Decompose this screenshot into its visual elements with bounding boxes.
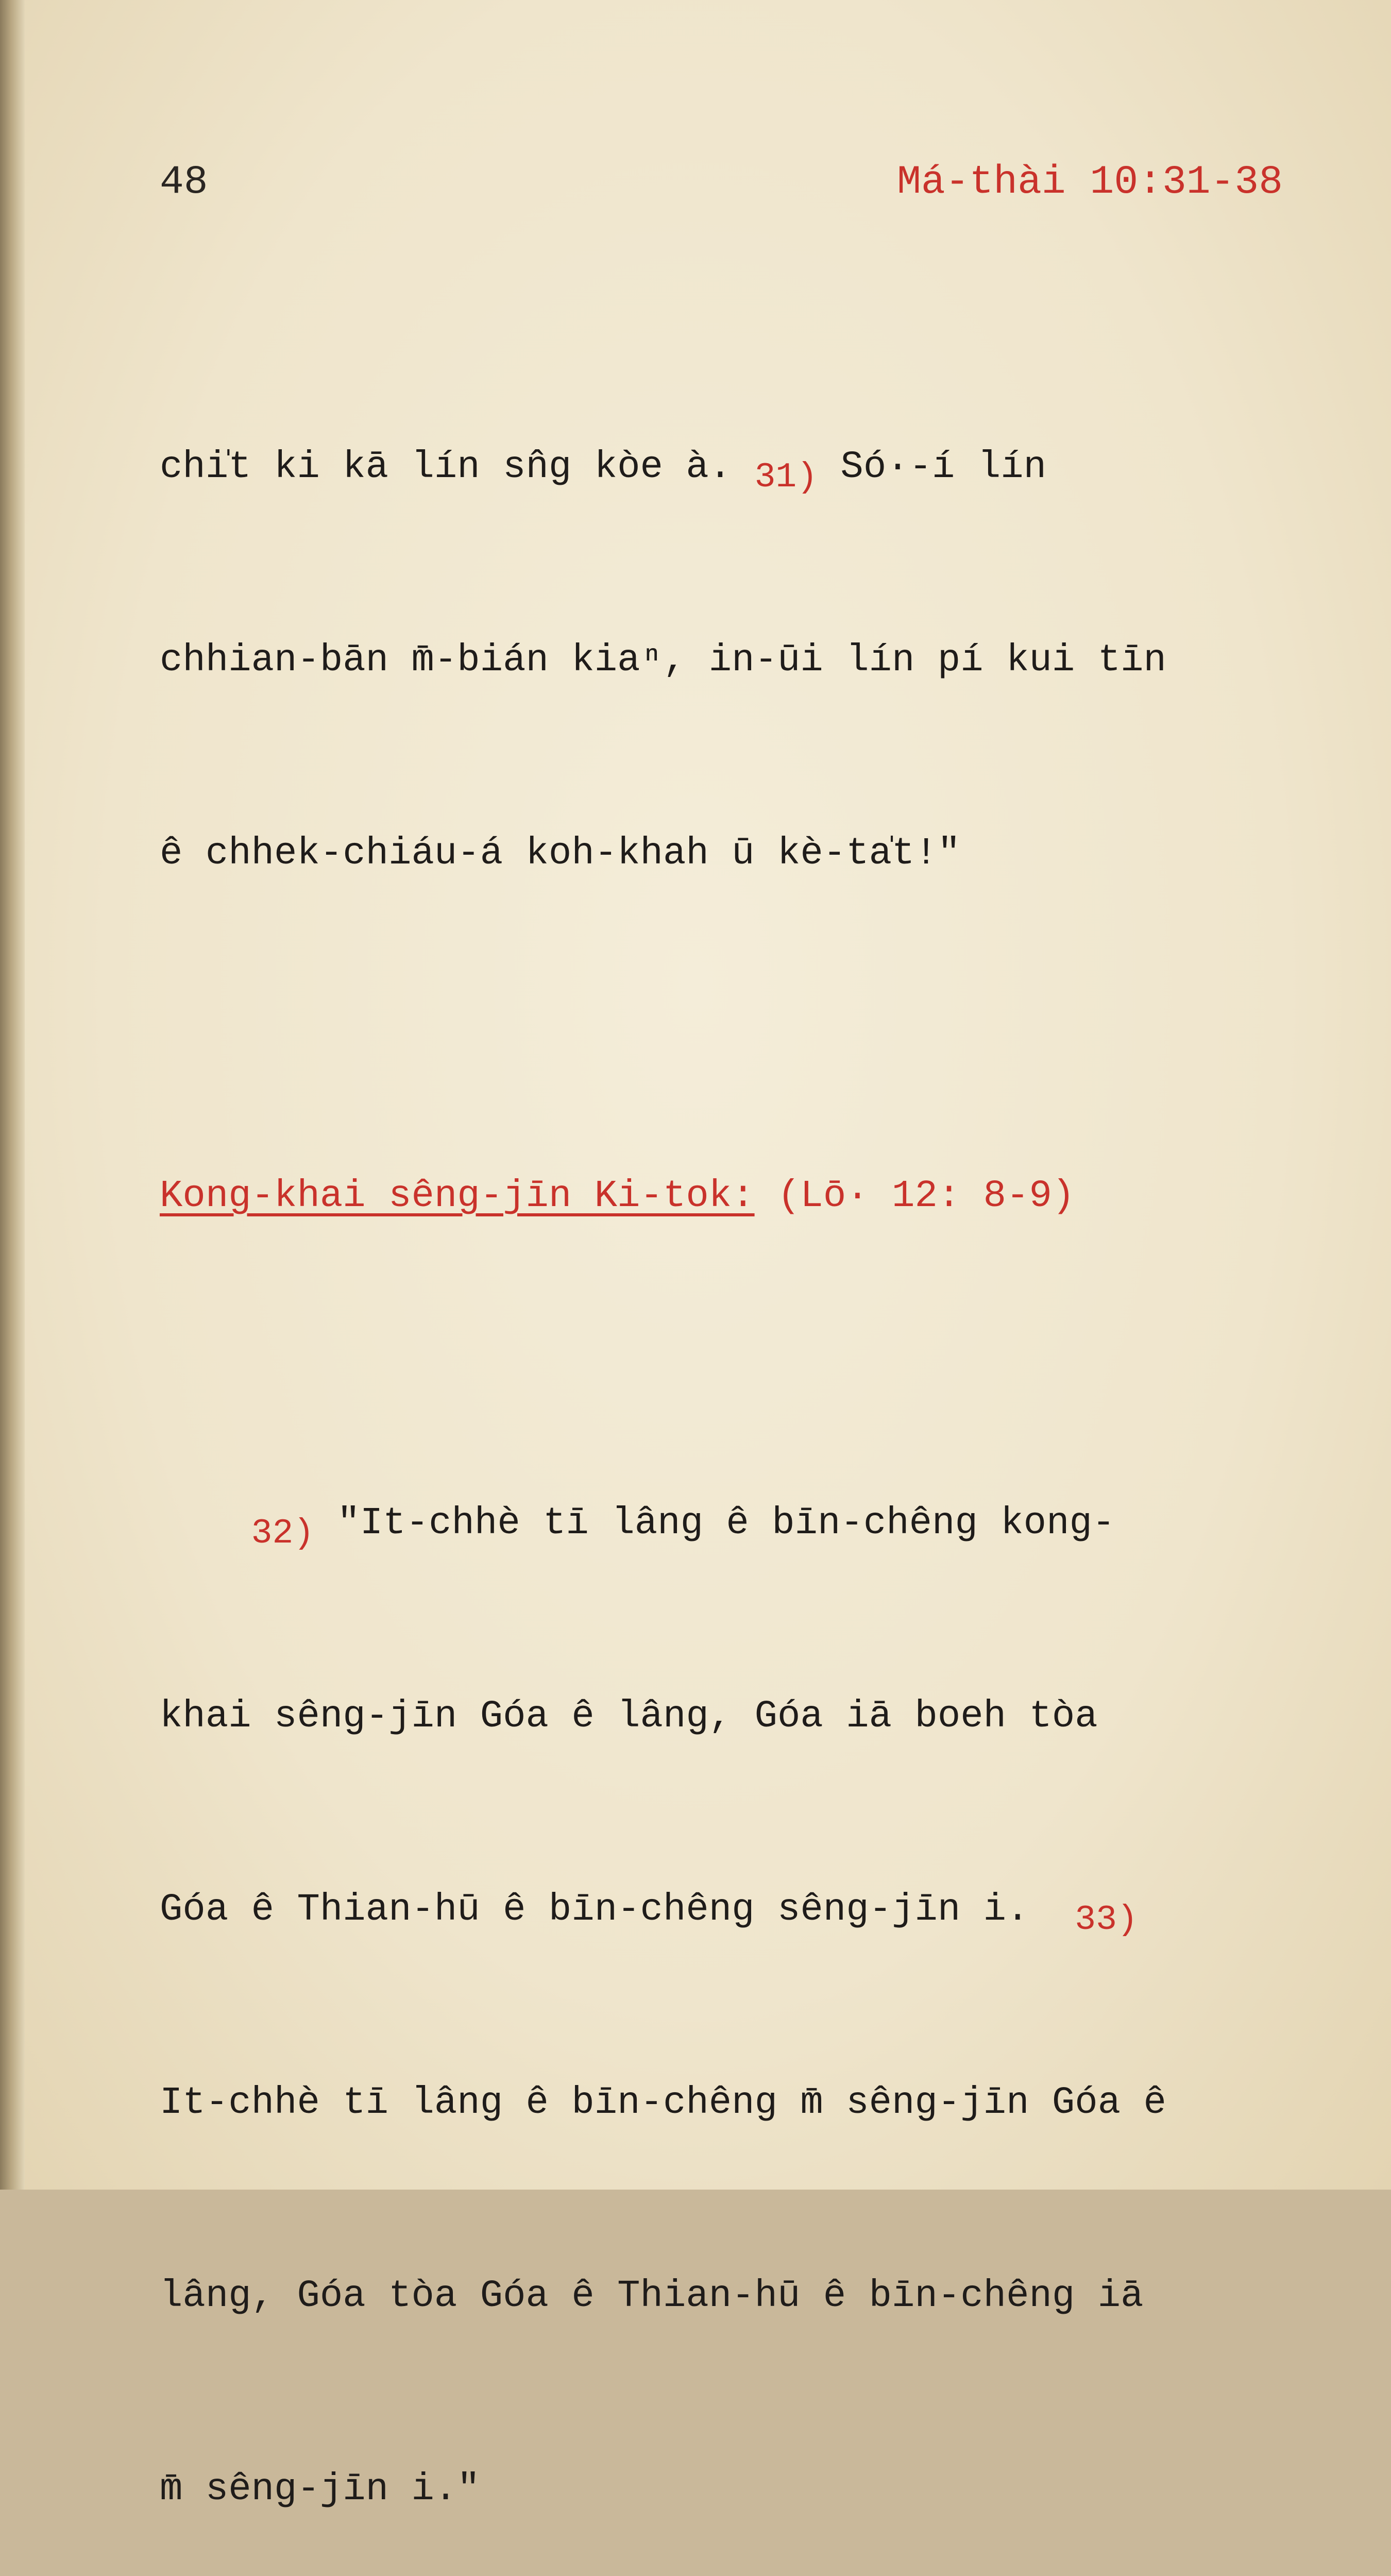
page-binding-edge bbox=[0, 0, 25, 2190]
line-text: It-chhè tī lâng ê bīn-chêng m̄ sêng-jīn Góa ê bbox=[160, 2081, 1166, 2125]
text-line bbox=[160, 1878, 1314, 1942]
text-line bbox=[160, 1492, 1314, 1556]
section-heading bbox=[160, 1164, 1314, 1229]
line-text: Só·-í lín bbox=[818, 446, 1047, 489]
text-line bbox=[160, 822, 1314, 886]
running-head: Má-thài 10:31-38 bbox=[897, 160, 1283, 205]
text-line bbox=[160, 2071, 1314, 2136]
line-text: khai sêng-jīn Góa ê lâng, Góa iā boeh tòa bbox=[160, 1695, 1098, 1738]
line-text: lâng, Góa tòa Góa ê Thian-hū ê bīn-chêng iā bbox=[160, 2275, 1144, 2318]
text-line bbox=[160, 1685, 1314, 1749]
text-line bbox=[160, 2264, 1314, 2329]
verse-number: 32) bbox=[251, 1514, 315, 1553]
page-body bbox=[160, 242, 1314, 2576]
line-text: chhian-bān m̄-bián kiaⁿ, in-ūi lín pí kui tīn bbox=[160, 639, 1166, 682]
page-header bbox=[160, 160, 1283, 216]
section-heading-title: Kong-khai sêng-jīn Ki-tok: bbox=[160, 1175, 755, 1218]
line-text: m̄ sêng-jīn i." bbox=[160, 2468, 480, 2511]
page-number: 48 bbox=[160, 160, 208, 205]
section-heading-reference: (Lō· 12: 8-9) bbox=[754, 1175, 1075, 1218]
verse-number: 33) bbox=[1075, 1900, 1138, 1940]
indent bbox=[160, 1502, 251, 1545]
text-line bbox=[160, 435, 1314, 500]
line-text: "It-chhè tī lâng ê bīn-chêng kong- bbox=[314, 1502, 1115, 1545]
text-line bbox=[160, 2458, 1314, 2522]
line-text: chi̍t ki kā lín sn̂g kòe à. bbox=[160, 446, 755, 489]
line-text: Góa ê Thian-hū ê bīn-chêng sêng-jīn i. bbox=[160, 1888, 1075, 1931]
text-line bbox=[160, 629, 1314, 693]
line-text: ê chhek-chiáu-á koh-khah ū kè-ta̍t!" bbox=[160, 832, 961, 875]
verse-number: 31) bbox=[754, 457, 818, 497]
